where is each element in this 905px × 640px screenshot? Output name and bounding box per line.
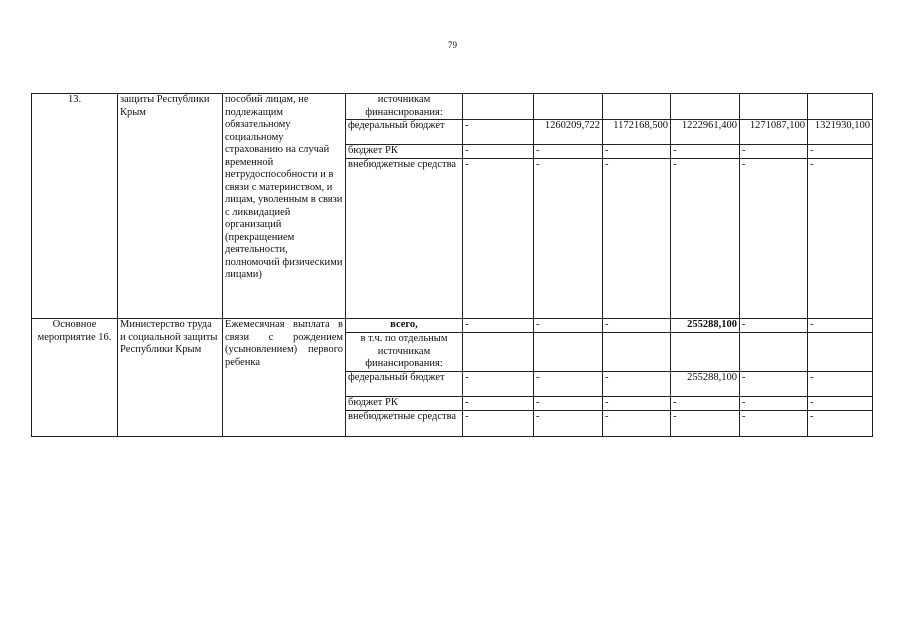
value-cell: - <box>534 159 603 319</box>
value-cell: - <box>463 319 534 333</box>
source-cell: бюджет РК <box>346 396 463 410</box>
source-cell: в т.ч. по отдельным источникам финансирования: <box>346 333 463 372</box>
value-cell: - <box>671 145 740 159</box>
value-cell: - <box>463 159 534 319</box>
value-cell: 1271087,100 <box>740 120 808 145</box>
value-cell: - <box>463 371 534 396</box>
value-cell: - <box>603 159 671 319</box>
value-cell: - <box>671 159 740 319</box>
table-row <box>32 319 873 333</box>
value-cell <box>808 94 873 120</box>
value-cell: - <box>671 410 740 436</box>
row-number: Основное мероприятие 16. <box>32 319 118 437</box>
value-cell: - <box>603 396 671 410</box>
value-cell: - <box>740 145 808 159</box>
value-cell: - <box>534 145 603 159</box>
value-cell: - <box>808 396 873 410</box>
value-cell: - <box>463 396 534 410</box>
value-cell <box>603 333 671 372</box>
value-cell: - <box>808 371 873 396</box>
value-cell: - <box>808 145 873 159</box>
value-cell <box>463 94 534 120</box>
source-cell: внебюджетные средства <box>346 159 463 319</box>
value-cell: 255288,100 <box>671 371 740 396</box>
source-cell: внебюджетные средства <box>346 410 463 436</box>
source-cell: источникам финансирования: <box>346 94 463 120</box>
value-cell: - <box>671 396 740 410</box>
value-cell: - <box>603 410 671 436</box>
value-cell: 255288,100 <box>671 319 740 333</box>
value-cell <box>671 94 740 120</box>
financing-table <box>31 93 873 437</box>
value-cell: - <box>740 319 808 333</box>
value-cell: 1260209,722 <box>534 120 603 145</box>
value-cell: - <box>534 410 603 436</box>
source-cell: всего, <box>346 319 463 333</box>
measure-cell: Ежемесячная выплата в связи с рождением (усыновлением) первого ребенка <box>223 319 346 437</box>
value-cell: 1222961,400 <box>671 120 740 145</box>
value-cell: - <box>534 396 603 410</box>
value-cell <box>534 333 603 372</box>
measure-cell: пособий лицам, не подлежащим обязательному социальному страхованию на случай временной нетрудоспособности и в связи с материнством, и лицам, уволенным в связи с ликвидацией организаций (прекращением деятельности, полномочий физическими лицами) <box>223 94 346 319</box>
table-row <box>32 94 873 120</box>
value-cell: - <box>534 371 603 396</box>
value-cell <box>808 333 873 372</box>
value-cell: - <box>603 145 671 159</box>
source-cell: бюджет РК <box>346 145 463 159</box>
row-number: 13. <box>32 94 118 319</box>
source-cell: федеральный бюджет <box>346 371 463 396</box>
value-cell: - <box>808 410 873 436</box>
executor-cell: защиты Республики Крым <box>118 94 223 319</box>
value-cell <box>603 94 671 120</box>
value-cell: - <box>534 319 603 333</box>
value-cell <box>463 333 534 372</box>
value-cell: 1172168,500 <box>603 120 671 145</box>
value-cell: - <box>740 371 808 396</box>
executor-cell: Министерство труда и социальной защиты Республики Крым <box>118 319 223 437</box>
value-cell <box>740 333 808 372</box>
value-cell: 1321930,100 <box>808 120 873 145</box>
value-cell: - <box>463 120 534 145</box>
value-cell: - <box>740 410 808 436</box>
value-cell: - <box>603 371 671 396</box>
source-cell: федеральный бюджет <box>346 120 463 145</box>
value-cell <box>534 94 603 120</box>
value-cell: - <box>740 159 808 319</box>
value-cell <box>671 333 740 372</box>
value-cell: - <box>463 145 534 159</box>
page-number: 79 <box>448 40 457 50</box>
value-cell: - <box>808 319 873 333</box>
value-cell <box>740 94 808 120</box>
value-cell: - <box>603 319 671 333</box>
value-cell: - <box>740 396 808 410</box>
value-cell: - <box>463 410 534 436</box>
value-cell: - <box>808 159 873 319</box>
